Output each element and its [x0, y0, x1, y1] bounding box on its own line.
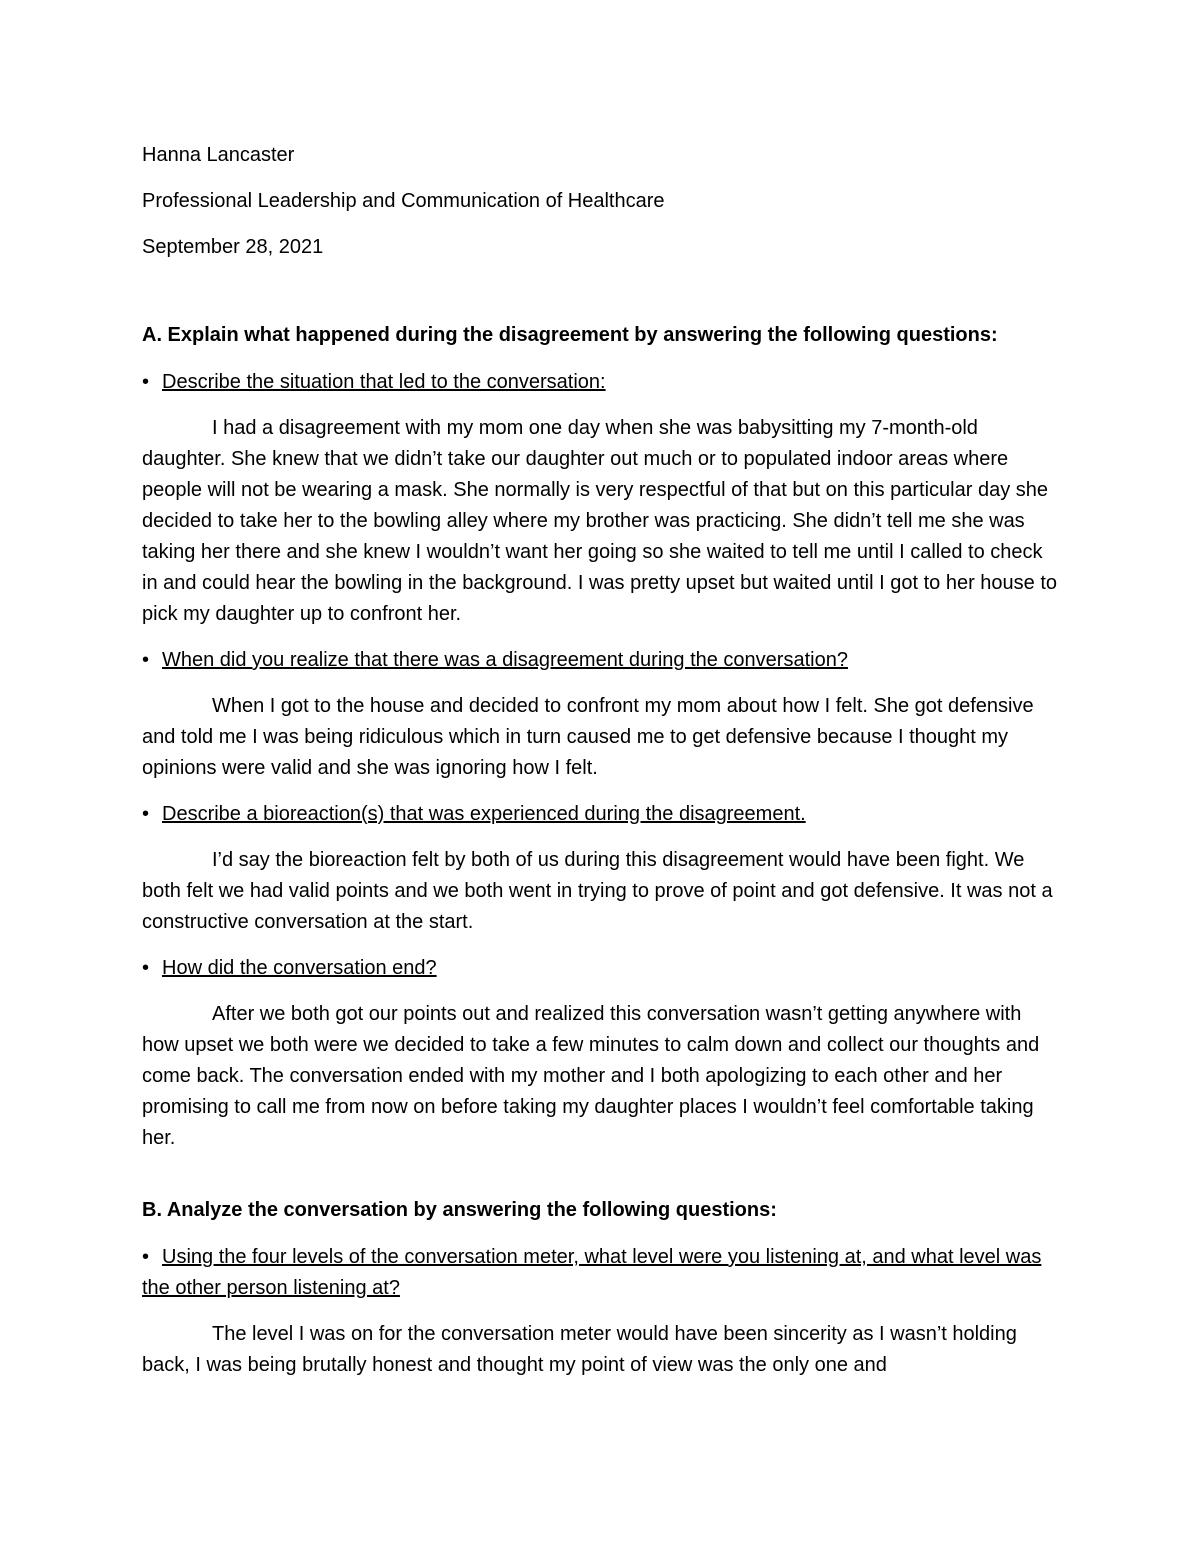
- course-title: Professional Leadership and Communication of Healthcare: [142, 190, 665, 212]
- bullet-icon: •: [142, 649, 150, 671]
- bullet-icon: •: [142, 957, 150, 979]
- question-a4: [142, 953, 1062, 984]
- question-a3: [142, 799, 1062, 830]
- bullet-icon: •: [142, 803, 150, 825]
- question-text: How did the conversation end?: [162, 957, 437, 979]
- answer-a2: When I got to the house and decided to confront my mom about how I felt. She got defensive and told me I was being ridiculous which in turn caused me to get defensive because I thought my opinions were valid and she was ignoring how I felt.: [142, 695, 1034, 779]
- spacer: [142, 1169, 1062, 1195]
- answer-a1: I had a disagreement with my mom one day when she was babysitting my 7-month-old daughter. She knew that we didn’t take our daughter out much or to populated indoor areas where people will not be wearing a mask. She normally is very respectful of that but on this particular day she decided to take her to the bowling alley where my brother was practicing. She didn’t tell me she was taking her there and she knew I wouldn’t want her going so she waited to tell me until I called to check in and could hear the bowling in the background. I was pretty upset but waited until I got to her house to pick my daughter up to confront her.: [142, 417, 1058, 625]
- spacer: [142, 278, 1062, 320]
- question-text: Describe a bioreaction(s) that was experienced during the disagreement.: [162, 803, 806, 825]
- question-text: When did you realize that there was a disagreement during the conversation?: [162, 649, 848, 671]
- author-name: Hanna Lancaster: [142, 144, 295, 166]
- answer-a3: I’d say the bioreaction felt by both of us during this disagreement would have been fight. We both felt we had valid points and we both went in trying to prove of point and got defensive. It was not a constructive conversation at the start.: [142, 849, 1053, 933]
- answer-b1: The level I was on for the conversation meter would have been sincerity as I wasn’t holding back, I was being brutally honest and thought my point of view was the only one and: [142, 1323, 1017, 1376]
- question-b1: [142, 1242, 1062, 1304]
- document-page: [142, 140, 1062, 1396]
- section-a-title: A. Explain what happened during the disagreement by answering the following questions:: [142, 324, 998, 346]
- bullet-icon: •: [142, 371, 150, 393]
- section-b: [142, 1195, 1062, 1381]
- bullet-icon: •: [142, 1246, 150, 1268]
- section-b-title: B. Analyze the conversation by answering the following questions:: [142, 1199, 777, 1221]
- question-a2: [142, 645, 1062, 676]
- answer-a4: After we both got our points out and realized this conversation wasn’t getting anywhere with how upset we both were we decided to take a few minutes to calm down and collect our thoughts and come back. The conversation ended with my mother and I both apologizing to each other and her promising to call me from now on before taking my daughter places I wouldn’t feel comfortable taking her.: [142, 1003, 1040, 1149]
- question-text: Describe the situation that led to the conversation:: [162, 371, 606, 393]
- document-date: September 28, 2021: [142, 236, 324, 258]
- question-text: Using the four levels of the conversation meter, what level were you listening at, and what level was the other person listening at?: [142, 1246, 1042, 1299]
- question-a1: [142, 367, 1062, 398]
- section-a: [142, 320, 1062, 1154]
